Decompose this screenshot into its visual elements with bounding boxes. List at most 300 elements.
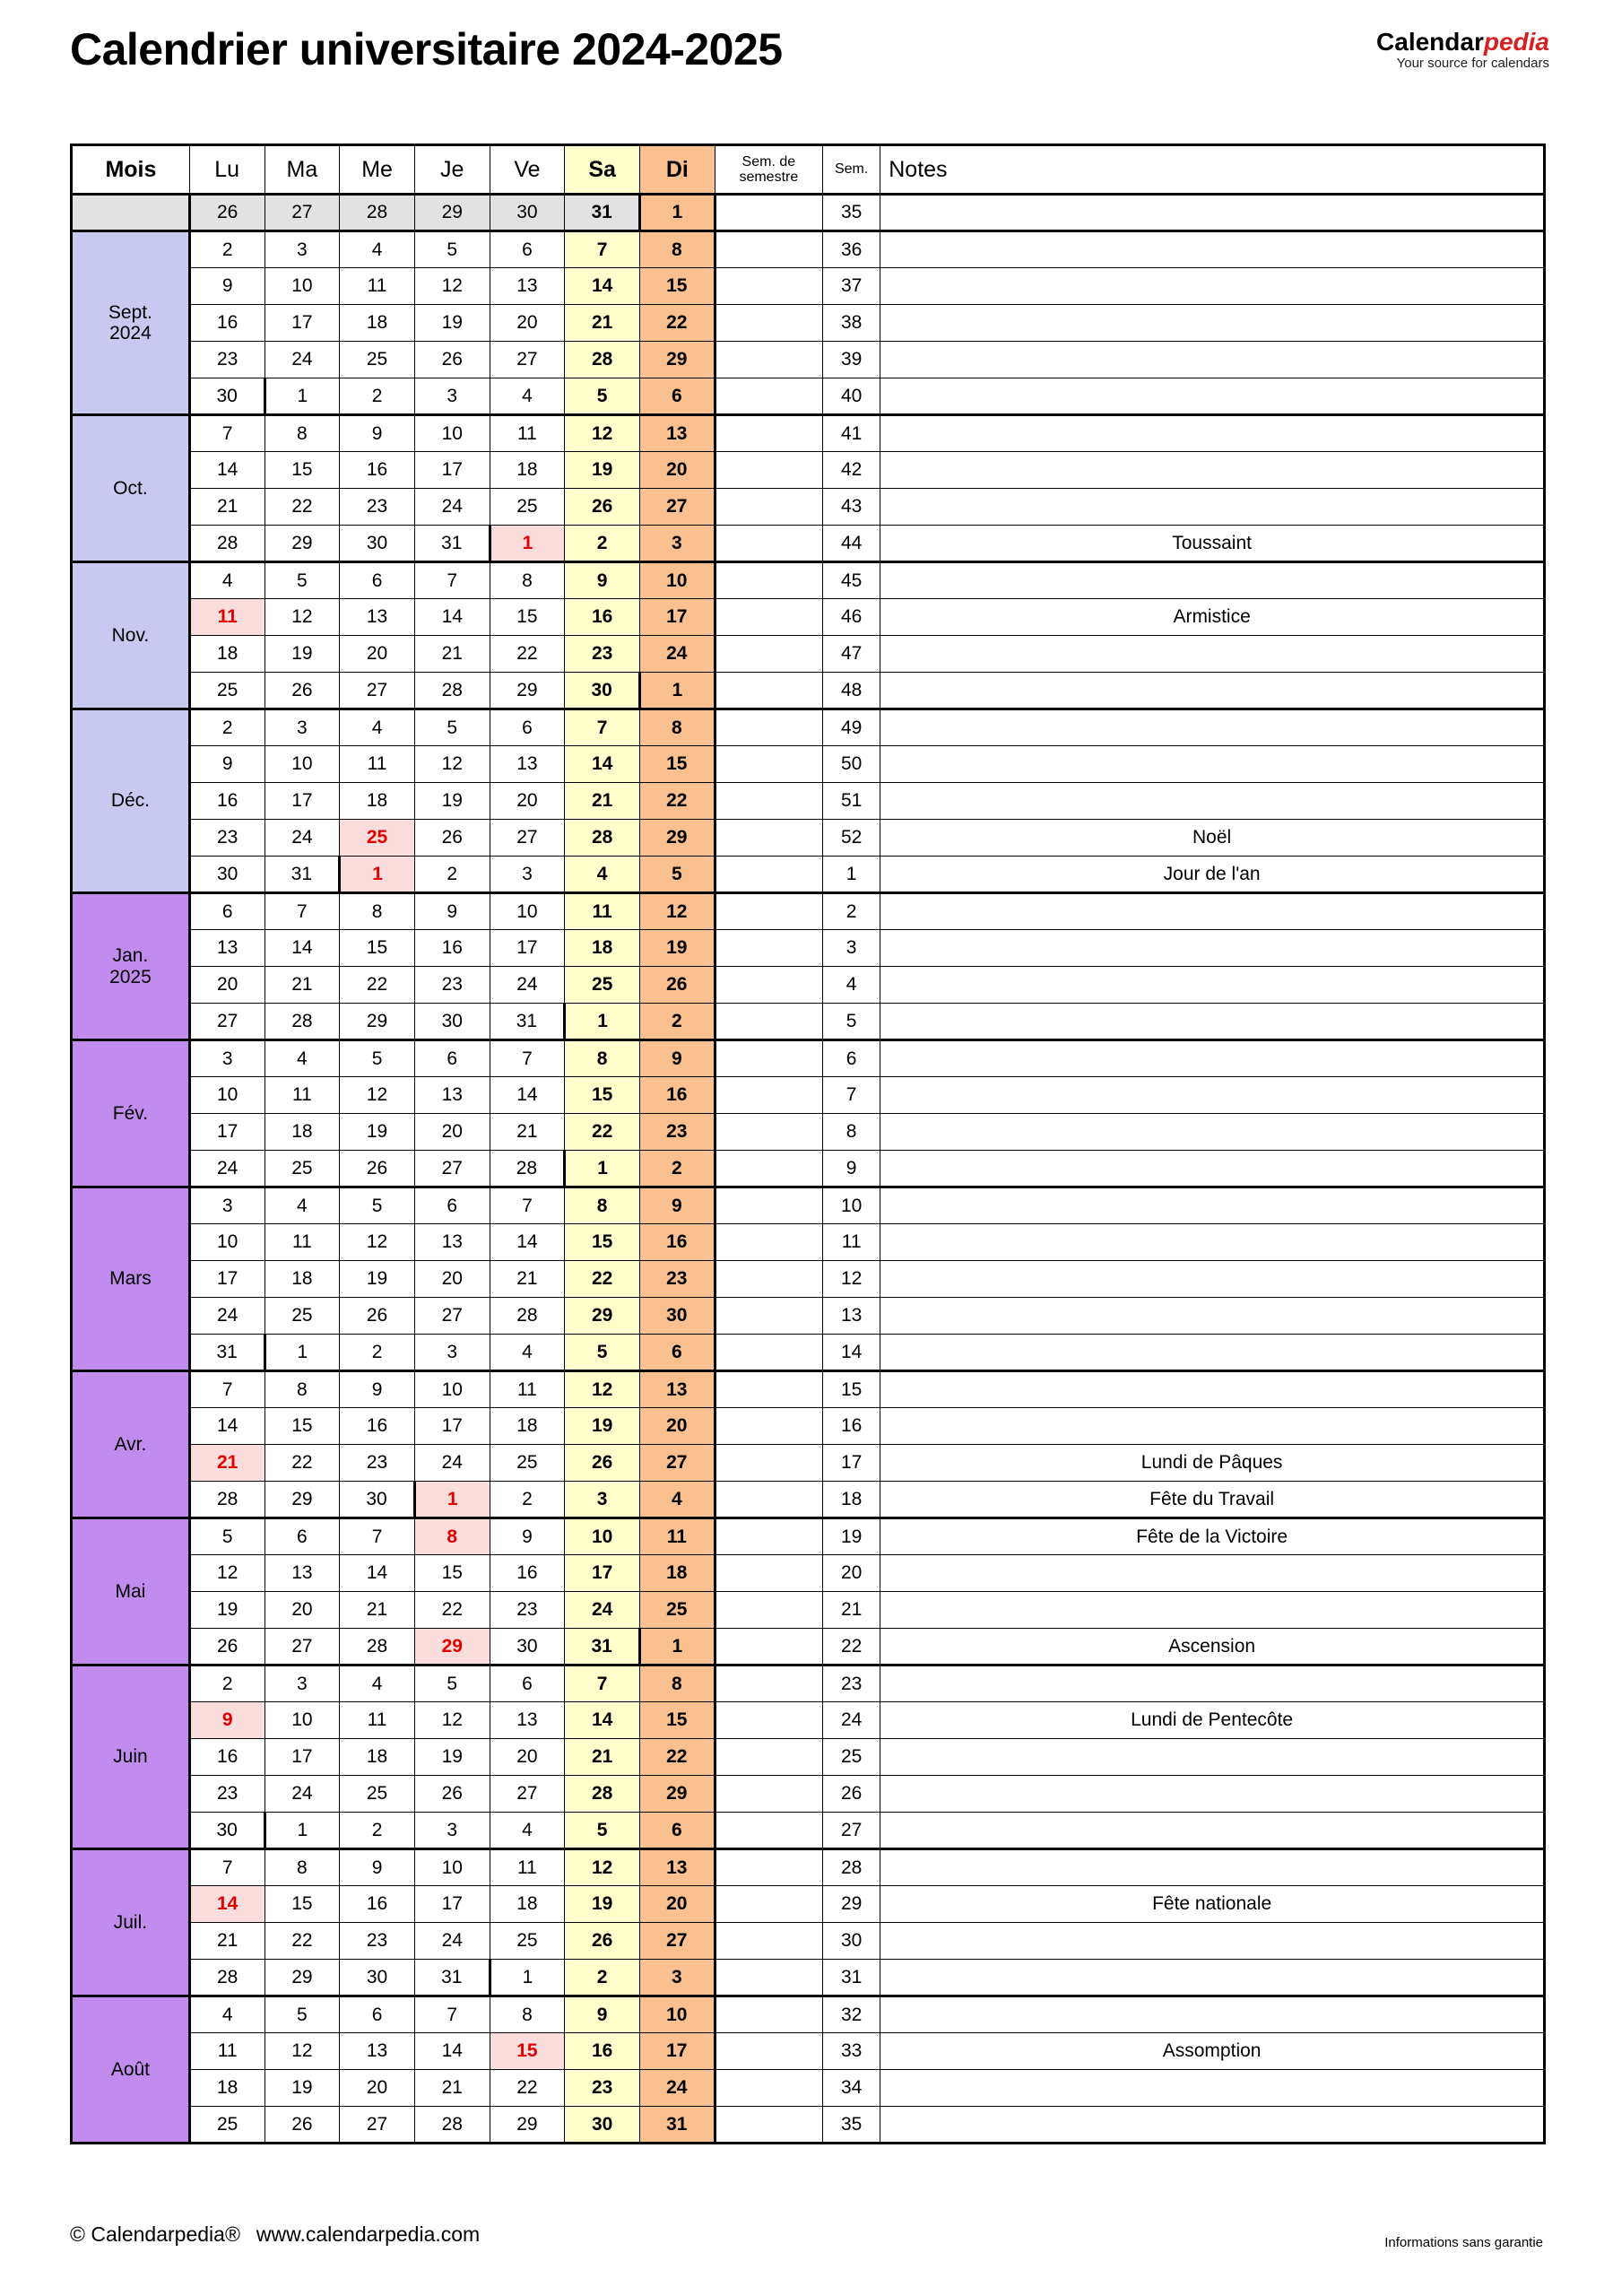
day-cell[interactable]: 13 bbox=[189, 930, 264, 967]
day-cell[interactable]: 6 bbox=[490, 709, 565, 746]
day-cell[interactable]: 8 bbox=[565, 1187, 640, 1224]
day-cell[interactable]: 24 bbox=[639, 636, 715, 673]
day-cell[interactable]: 7 bbox=[490, 1187, 565, 1224]
day-cell[interactable]: 27 bbox=[490, 820, 565, 857]
day-cell[interactable]: 16 bbox=[490, 1555, 565, 1592]
day-cell[interactable]: 23 bbox=[189, 342, 264, 378]
day-cell[interactable]: 4 bbox=[340, 231, 415, 268]
day-cell[interactable]: 5 bbox=[340, 1187, 415, 1224]
day-cell[interactable]: 28 bbox=[565, 342, 640, 378]
day-cell[interactable]: 28 bbox=[490, 1298, 565, 1335]
day-cell[interactable]: 2 bbox=[340, 1335, 415, 1371]
note-cell[interactable]: Assomption bbox=[880, 2033, 1545, 2070]
day-cell[interactable]: 26 bbox=[639, 967, 715, 1004]
day-cell[interactable]: 24 bbox=[490, 967, 565, 1004]
day-cell[interactable]: 7 bbox=[189, 1849, 264, 1886]
day-cell[interactable]: 14 bbox=[189, 1886, 264, 1923]
day-cell[interactable]: 25 bbox=[639, 1592, 715, 1629]
day-cell[interactable]: 20 bbox=[414, 1114, 490, 1151]
day-cell[interactable]: 28 bbox=[189, 526, 264, 562]
semester-week-cell[interactable] bbox=[715, 1960, 822, 1996]
day-cell[interactable]: 22 bbox=[565, 1114, 640, 1151]
day-cell[interactable]: 7 bbox=[490, 1040, 565, 1077]
day-cell[interactable]: 2 bbox=[414, 857, 490, 893]
day-cell[interactable]: 5 bbox=[414, 709, 490, 746]
day-cell[interactable]: 11 bbox=[340, 1702, 415, 1739]
day-cell[interactable]: 29 bbox=[490, 673, 565, 709]
day-cell[interactable]: 9 bbox=[639, 1187, 715, 1224]
day-cell[interactable]: 18 bbox=[189, 2070, 264, 2107]
day-cell[interactable]: 12 bbox=[639, 893, 715, 930]
day-cell[interactable]: 19 bbox=[639, 930, 715, 967]
semester-week-cell[interactable] bbox=[715, 1151, 822, 1187]
day-cell[interactable]: 12 bbox=[340, 1077, 415, 1114]
day-cell[interactable]: 14 bbox=[264, 930, 340, 967]
semester-week-cell[interactable] bbox=[715, 1776, 822, 1813]
note-cell[interactable] bbox=[880, 342, 1545, 378]
day-cell[interactable]: 25 bbox=[490, 489, 565, 526]
day-cell[interactable]: 10 bbox=[189, 1077, 264, 1114]
note-cell[interactable] bbox=[880, 231, 1545, 268]
day-cell[interactable]: 19 bbox=[414, 1739, 490, 1776]
day-cell[interactable]: 7 bbox=[565, 1665, 640, 1702]
day-cell[interactable]: 5 bbox=[565, 1813, 640, 1849]
day-cell[interactable]: 20 bbox=[639, 452, 715, 489]
day-cell[interactable]: 29 bbox=[490, 2107, 565, 2144]
day-cell[interactable]: 15 bbox=[565, 1224, 640, 1261]
day-cell[interactable]: 13 bbox=[490, 1702, 565, 1739]
day-cell[interactable]: 23 bbox=[639, 1114, 715, 1151]
day-cell[interactable]: 9 bbox=[490, 1518, 565, 1555]
day-cell[interactable]: 14 bbox=[340, 1555, 415, 1592]
day-cell[interactable]: 12 bbox=[414, 268, 490, 305]
day-cell[interactable]: 29 bbox=[414, 195, 490, 231]
semester-week-cell[interactable] bbox=[715, 489, 822, 526]
note-cell[interactable] bbox=[880, 268, 1545, 305]
semester-week-cell[interactable] bbox=[715, 2070, 822, 2107]
day-cell[interactable]: 2 bbox=[639, 1151, 715, 1187]
day-cell[interactable]: 16 bbox=[565, 2033, 640, 2070]
day-cell[interactable]: 23 bbox=[340, 1923, 415, 1960]
day-cell[interactable]: 7 bbox=[414, 562, 490, 599]
day-cell[interactable]: 25 bbox=[340, 342, 415, 378]
day-cell[interactable]: 6 bbox=[490, 1665, 565, 1702]
day-cell[interactable]: 8 bbox=[264, 415, 340, 452]
day-cell[interactable]: 13 bbox=[490, 746, 565, 783]
day-cell[interactable]: 27 bbox=[414, 1151, 490, 1187]
day-cell[interactable]: 14 bbox=[565, 746, 640, 783]
day-cell[interactable]: 2 bbox=[340, 1813, 415, 1849]
day-cell[interactable]: 31 bbox=[414, 1960, 490, 1996]
day-cell[interactable]: 4 bbox=[639, 1482, 715, 1518]
day-cell[interactable]: 20 bbox=[414, 1261, 490, 1298]
note-cell[interactable] bbox=[880, 1996, 1545, 2033]
day-cell[interactable]: 12 bbox=[414, 746, 490, 783]
day-cell[interactable]: 26 bbox=[414, 1776, 490, 1813]
day-cell[interactable]: 13 bbox=[340, 599, 415, 636]
day-cell[interactable]: 5 bbox=[340, 1040, 415, 1077]
day-cell[interactable]: 23 bbox=[639, 1261, 715, 1298]
day-cell[interactable]: 30 bbox=[490, 195, 565, 231]
day-cell[interactable]: 18 bbox=[340, 783, 415, 820]
day-cell[interactable]: 15 bbox=[639, 268, 715, 305]
day-cell[interactable]: 31 bbox=[565, 1629, 640, 1665]
day-cell[interactable]: 28 bbox=[414, 2107, 490, 2144]
day-cell[interactable]: 3 bbox=[264, 709, 340, 746]
day-cell[interactable]: 17 bbox=[565, 1555, 640, 1592]
day-cell[interactable]: 16 bbox=[189, 783, 264, 820]
day-cell[interactable]: 12 bbox=[264, 599, 340, 636]
day-cell[interactable]: 30 bbox=[565, 673, 640, 709]
day-cell[interactable]: 21 bbox=[565, 305, 640, 342]
day-cell[interactable]: 9 bbox=[340, 415, 415, 452]
semester-week-cell[interactable] bbox=[715, 195, 822, 231]
day-cell[interactable]: 30 bbox=[414, 1004, 490, 1040]
semester-week-cell[interactable] bbox=[715, 1702, 822, 1739]
day-cell[interactable]: 28 bbox=[340, 1629, 415, 1665]
day-cell[interactable]: 2 bbox=[490, 1482, 565, 1518]
day-cell[interactable]: 17 bbox=[264, 783, 340, 820]
day-cell[interactable]: 28 bbox=[565, 820, 640, 857]
day-cell[interactable]: 12 bbox=[414, 1702, 490, 1739]
day-cell[interactable]: 22 bbox=[340, 967, 415, 1004]
day-cell[interactable]: 15 bbox=[490, 2033, 565, 2070]
day-cell[interactable]: 16 bbox=[414, 930, 490, 967]
day-cell[interactable]: 17 bbox=[639, 599, 715, 636]
day-cell[interactable]: 22 bbox=[639, 305, 715, 342]
day-cell[interactable]: 7 bbox=[340, 1518, 415, 1555]
day-cell[interactable]: 27 bbox=[189, 1004, 264, 1040]
note-cell[interactable]: Lundi de Pentecôte bbox=[880, 1702, 1545, 1739]
day-cell[interactable]: 4 bbox=[264, 1187, 340, 1224]
day-cell[interactable]: 11 bbox=[189, 2033, 264, 2070]
day-cell[interactable]: 15 bbox=[264, 452, 340, 489]
semester-week-cell[interactable] bbox=[715, 2107, 822, 2144]
day-cell[interactable]: 16 bbox=[189, 305, 264, 342]
day-cell[interactable]: 18 bbox=[264, 1261, 340, 1298]
day-cell[interactable]: 11 bbox=[565, 893, 640, 930]
day-cell[interactable]: 21 bbox=[565, 1739, 640, 1776]
semester-week-cell[interactable] bbox=[715, 1114, 822, 1151]
day-cell[interactable]: 23 bbox=[565, 2070, 640, 2107]
day-cell[interactable]: 27 bbox=[414, 1298, 490, 1335]
day-cell[interactable]: 12 bbox=[264, 2033, 340, 2070]
day-cell[interactable]: 19 bbox=[264, 636, 340, 673]
day-cell[interactable]: 6 bbox=[340, 562, 415, 599]
day-cell[interactable]: 5 bbox=[264, 1996, 340, 2033]
day-cell[interactable]: 21 bbox=[189, 1445, 264, 1482]
day-cell[interactable]: 6 bbox=[639, 1813, 715, 1849]
day-cell[interactable]: 28 bbox=[414, 673, 490, 709]
semester-week-cell[interactable] bbox=[715, 673, 822, 709]
day-cell[interactable]: 30 bbox=[340, 1482, 415, 1518]
note-cell[interactable]: Toussaint bbox=[880, 526, 1545, 562]
day-cell[interactable]: 24 bbox=[264, 820, 340, 857]
day-cell[interactable]: 16 bbox=[340, 1408, 415, 1445]
semester-week-cell[interactable] bbox=[715, 1518, 822, 1555]
day-cell[interactable]: 8 bbox=[565, 1040, 640, 1077]
day-cell[interactable]: 18 bbox=[490, 1408, 565, 1445]
day-cell[interactable]: 5 bbox=[414, 231, 490, 268]
day-cell[interactable]: 19 bbox=[189, 1592, 264, 1629]
day-cell[interactable]: 3 bbox=[189, 1040, 264, 1077]
day-cell[interactable]: 18 bbox=[340, 1739, 415, 1776]
day-cell[interactable]: 25 bbox=[264, 1298, 340, 1335]
day-cell[interactable]: 27 bbox=[639, 1923, 715, 1960]
day-cell[interactable]: 6 bbox=[264, 1518, 340, 1555]
day-cell[interactable]: 31 bbox=[565, 195, 640, 231]
note-cell[interactable] bbox=[880, 709, 1545, 746]
day-cell[interactable]: 6 bbox=[639, 1335, 715, 1371]
day-cell[interactable]: 29 bbox=[340, 1004, 415, 1040]
day-cell[interactable]: 11 bbox=[639, 1518, 715, 1555]
semester-week-cell[interactable] bbox=[715, 1592, 822, 1629]
day-cell[interactable]: 4 bbox=[565, 857, 640, 893]
day-cell[interactable]: 28 bbox=[189, 1482, 264, 1518]
day-cell[interactable]: 24 bbox=[189, 1298, 264, 1335]
note-cell[interactable] bbox=[880, 562, 1545, 599]
day-cell[interactable]: 1 bbox=[639, 673, 715, 709]
note-cell[interactable]: Ascension bbox=[880, 1629, 1545, 1665]
day-cell[interactable]: 27 bbox=[340, 2107, 415, 2144]
day-cell[interactable]: 10 bbox=[264, 746, 340, 783]
day-cell[interactable]: 17 bbox=[189, 1114, 264, 1151]
day-cell[interactable]: 16 bbox=[189, 1739, 264, 1776]
day-cell[interactable]: 29 bbox=[639, 342, 715, 378]
day-cell[interactable]: 6 bbox=[414, 1040, 490, 1077]
day-cell[interactable]: 28 bbox=[565, 1776, 640, 1813]
day-cell[interactable]: 2 bbox=[565, 526, 640, 562]
semester-week-cell[interactable] bbox=[715, 930, 822, 967]
day-cell[interactable]: 23 bbox=[189, 820, 264, 857]
day-cell[interactable]: 20 bbox=[189, 967, 264, 1004]
day-cell[interactable]: 10 bbox=[264, 1702, 340, 1739]
day-cell[interactable]: 28 bbox=[340, 195, 415, 231]
day-cell[interactable]: 1 bbox=[565, 1151, 640, 1187]
day-cell[interactable]: 15 bbox=[264, 1886, 340, 1923]
day-cell[interactable]: 17 bbox=[264, 1739, 340, 1776]
day-cell[interactable]: 10 bbox=[639, 1996, 715, 2033]
note-cell[interactable] bbox=[880, 1739, 1545, 1776]
day-cell[interactable]: 21 bbox=[340, 1592, 415, 1629]
day-cell[interactable]: 27 bbox=[639, 489, 715, 526]
day-cell[interactable]: 5 bbox=[565, 1335, 640, 1371]
day-cell[interactable]: 25 bbox=[189, 2107, 264, 2144]
day-cell[interactable]: 20 bbox=[490, 305, 565, 342]
day-cell[interactable]: 3 bbox=[490, 857, 565, 893]
day-cell[interactable]: 25 bbox=[340, 1776, 415, 1813]
semester-week-cell[interactable] bbox=[715, 1886, 822, 1923]
note-cell[interactable] bbox=[880, 1408, 1545, 1445]
note-cell[interactable] bbox=[880, 1555, 1545, 1592]
day-cell[interactable]: 13 bbox=[414, 1224, 490, 1261]
day-cell[interactable]: 30 bbox=[639, 1298, 715, 1335]
day-cell[interactable]: 15 bbox=[639, 1702, 715, 1739]
day-cell[interactable]: 3 bbox=[639, 1960, 715, 1996]
day-cell[interactable]: 2 bbox=[565, 1960, 640, 1996]
day-cell[interactable]: 14 bbox=[565, 268, 640, 305]
day-cell[interactable]: 23 bbox=[189, 1776, 264, 1813]
day-cell[interactable]: 19 bbox=[565, 452, 640, 489]
day-cell[interactable]: 17 bbox=[414, 1408, 490, 1445]
day-cell[interactable]: 3 bbox=[264, 231, 340, 268]
day-cell[interactable]: 2 bbox=[189, 231, 264, 268]
day-cell[interactable]: 24 bbox=[414, 489, 490, 526]
day-cell[interactable]: 23 bbox=[340, 489, 415, 526]
day-cell[interactable]: 1 bbox=[490, 1960, 565, 1996]
day-cell[interactable]: 18 bbox=[490, 1886, 565, 1923]
day-cell[interactable]: 10 bbox=[639, 562, 715, 599]
day-cell[interactable]: 24 bbox=[414, 1923, 490, 1960]
day-cell[interactable]: 4 bbox=[189, 562, 264, 599]
day-cell[interactable]: 29 bbox=[565, 1298, 640, 1335]
day-cell[interactable]: 5 bbox=[264, 562, 340, 599]
day-cell[interactable]: 4 bbox=[340, 1665, 415, 1702]
semester-week-cell[interactable] bbox=[715, 1371, 822, 1408]
day-cell[interactable]: 16 bbox=[639, 1077, 715, 1114]
footer-url[interactable]: www.calendarpedia.com bbox=[256, 2222, 481, 2246]
day-cell[interactable]: 13 bbox=[639, 415, 715, 452]
day-cell[interactable]: 25 bbox=[565, 967, 640, 1004]
note-cell[interactable]: Armistice bbox=[880, 599, 1545, 636]
semester-week-cell[interactable] bbox=[715, 746, 822, 783]
day-cell[interactable]: 24 bbox=[565, 1592, 640, 1629]
day-cell[interactable]: 29 bbox=[264, 1482, 340, 1518]
semester-week-cell[interactable] bbox=[715, 562, 822, 599]
day-cell[interactable]: 11 bbox=[264, 1077, 340, 1114]
note-cell[interactable] bbox=[880, 1261, 1545, 1298]
note-cell[interactable] bbox=[880, 893, 1545, 930]
day-cell[interactable]: 11 bbox=[340, 268, 415, 305]
day-cell[interactable]: 19 bbox=[264, 2070, 340, 2107]
day-cell[interactable]: 11 bbox=[490, 415, 565, 452]
day-cell[interactable]: 20 bbox=[264, 1592, 340, 1629]
day-cell[interactable]: 24 bbox=[639, 2070, 715, 2107]
day-cell[interactable]: 14 bbox=[189, 452, 264, 489]
day-cell[interactable]: 1 bbox=[340, 857, 415, 893]
day-cell[interactable]: 10 bbox=[414, 1371, 490, 1408]
note-cell[interactable] bbox=[880, 1371, 1545, 1408]
note-cell[interactable] bbox=[880, 1187, 1545, 1224]
day-cell[interactable]: 27 bbox=[490, 1776, 565, 1813]
day-cell[interactable]: 29 bbox=[264, 1960, 340, 1996]
day-cell[interactable]: 26 bbox=[565, 1923, 640, 1960]
day-cell[interactable]: 29 bbox=[264, 526, 340, 562]
semester-week-cell[interactable] bbox=[715, 268, 822, 305]
day-cell[interactable]: 8 bbox=[490, 562, 565, 599]
day-cell[interactable]: 4 bbox=[189, 1996, 264, 2033]
day-cell[interactable]: 8 bbox=[340, 893, 415, 930]
day-cell[interactable]: 22 bbox=[490, 636, 565, 673]
day-cell[interactable]: 8 bbox=[490, 1996, 565, 2033]
note-cell[interactable]: Fête du Travail bbox=[880, 1482, 1545, 1518]
day-cell[interactable]: 2 bbox=[189, 709, 264, 746]
day-cell[interactable]: 5 bbox=[414, 1665, 490, 1702]
day-cell[interactable]: 26 bbox=[414, 820, 490, 857]
day-cell[interactable]: 30 bbox=[189, 1813, 264, 1849]
day-cell[interactable]: 20 bbox=[340, 2070, 415, 2107]
day-cell[interactable]: 10 bbox=[414, 415, 490, 452]
day-cell[interactable]: 14 bbox=[565, 1702, 640, 1739]
day-cell[interactable]: 1 bbox=[264, 1813, 340, 1849]
day-cell[interactable]: 3 bbox=[639, 526, 715, 562]
semester-week-cell[interactable] bbox=[715, 1813, 822, 1849]
day-cell[interactable]: 26 bbox=[565, 489, 640, 526]
day-cell[interactable]: 6 bbox=[340, 1996, 415, 2033]
semester-week-cell[interactable] bbox=[715, 1665, 822, 1702]
day-cell[interactable]: 1 bbox=[639, 195, 715, 231]
day-cell[interactable]: 15 bbox=[490, 599, 565, 636]
semester-week-cell[interactable] bbox=[715, 893, 822, 930]
day-cell[interactable]: 7 bbox=[565, 709, 640, 746]
day-cell[interactable]: 9 bbox=[189, 1702, 264, 1739]
semester-week-cell[interactable] bbox=[715, 636, 822, 673]
day-cell[interactable]: 17 bbox=[264, 305, 340, 342]
note-cell[interactable] bbox=[880, 636, 1545, 673]
semester-week-cell[interactable] bbox=[715, 1445, 822, 1482]
day-cell[interactable]: 4 bbox=[264, 1040, 340, 1077]
day-cell[interactable]: 10 bbox=[189, 1224, 264, 1261]
day-cell[interactable]: 29 bbox=[639, 820, 715, 857]
day-cell[interactable]: 1 bbox=[264, 1335, 340, 1371]
day-cell[interactable]: 7 bbox=[189, 1371, 264, 1408]
semester-week-cell[interactable] bbox=[715, 1040, 822, 1077]
note-cell[interactable] bbox=[880, 1298, 1545, 1335]
semester-week-cell[interactable] bbox=[715, 820, 822, 857]
day-cell[interactable]: 13 bbox=[414, 1077, 490, 1114]
day-cell[interactable]: 12 bbox=[340, 1224, 415, 1261]
day-cell[interactable]: 19 bbox=[565, 1886, 640, 1923]
day-cell[interactable]: 25 bbox=[340, 820, 415, 857]
day-cell[interactable]: 21 bbox=[490, 1114, 565, 1151]
day-cell[interactable]: 14 bbox=[414, 2033, 490, 2070]
note-cell[interactable] bbox=[880, 1592, 1545, 1629]
day-cell[interactable]: 12 bbox=[565, 415, 640, 452]
semester-week-cell[interactable] bbox=[715, 452, 822, 489]
day-cell[interactable]: 12 bbox=[565, 1849, 640, 1886]
day-cell[interactable]: 5 bbox=[189, 1518, 264, 1555]
day-cell[interactable]: 4 bbox=[490, 1335, 565, 1371]
semester-week-cell[interactable] bbox=[715, 1482, 822, 1518]
day-cell[interactable]: 30 bbox=[340, 1960, 415, 1996]
day-cell[interactable]: 9 bbox=[189, 268, 264, 305]
day-cell[interactable]: 3 bbox=[264, 1665, 340, 1702]
semester-week-cell[interactable] bbox=[715, 709, 822, 746]
day-cell[interactable]: 5 bbox=[639, 857, 715, 893]
note-cell[interactable] bbox=[880, 1114, 1545, 1151]
day-cell[interactable]: 16 bbox=[340, 1886, 415, 1923]
day-cell[interactable]: 26 bbox=[340, 1298, 415, 1335]
day-cell[interactable]: 24 bbox=[414, 1445, 490, 1482]
day-cell[interactable]: 22 bbox=[490, 2070, 565, 2107]
day-cell[interactable]: 27 bbox=[639, 1445, 715, 1482]
semester-week-cell[interactable] bbox=[715, 415, 822, 452]
day-cell[interactable]: 8 bbox=[264, 1849, 340, 1886]
semester-week-cell[interactable] bbox=[715, 967, 822, 1004]
day-cell[interactable]: 1 bbox=[490, 526, 565, 562]
note-cell[interactable] bbox=[880, 378, 1545, 415]
note-cell[interactable] bbox=[880, 1960, 1545, 1996]
day-cell[interactable]: 9 bbox=[340, 1371, 415, 1408]
semester-week-cell[interactable] bbox=[715, 1187, 822, 1224]
day-cell[interactable]: 11 bbox=[490, 1849, 565, 1886]
semester-week-cell[interactable] bbox=[715, 305, 822, 342]
day-cell[interactable]: 3 bbox=[189, 1187, 264, 1224]
day-cell[interactable]: 7 bbox=[189, 415, 264, 452]
day-cell[interactable]: 8 bbox=[264, 1371, 340, 1408]
day-cell[interactable]: 26 bbox=[264, 2107, 340, 2144]
day-cell[interactable]: 28 bbox=[189, 1960, 264, 1996]
